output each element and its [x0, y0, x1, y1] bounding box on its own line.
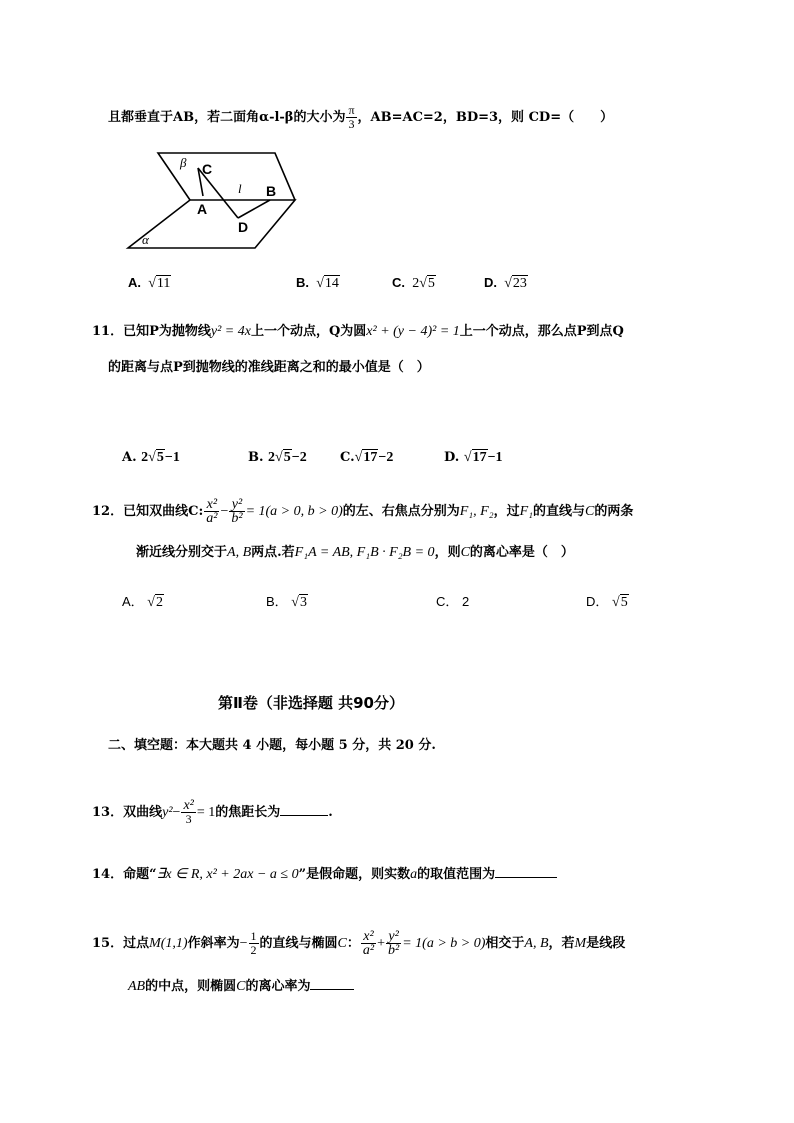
q11-option-d-tail: −1: [487, 450, 503, 465]
q12-number: 12．: [92, 504, 124, 519]
q12-option-d: [586, 592, 629, 613]
q15-slope-sign: −: [239, 936, 248, 951]
q12-option-a-value: √2: [147, 595, 163, 610]
q12-option-b: [266, 592, 308, 613]
q11-option-d-value: √17−1: [463, 450, 503, 465]
q10-option-d: [484, 273, 528, 294]
q10-option-c-radicand: 5: [427, 276, 435, 291]
section2-subtitle: 二、填空题：本大题共 4 小题，每小题 5 分，共 20 分.: [108, 738, 436, 753]
q15-ab-segment: AB: [128, 979, 146, 994]
q15-ab: A, B: [524, 936, 549, 951]
q10-text-post: ，AB=AC=2，BD=3，则 CD=（ ）: [357, 110, 614, 125]
q12-line2: [136, 543, 574, 563]
q11-option-b-tail: −2: [291, 450, 307, 465]
q11-option-b-radicand: 5: [283, 450, 291, 465]
q12-frac-y-den: b²: [231, 511, 243, 526]
q10-text-pre: 且都垂直于AB，若二面角α-l-β的大小为: [108, 110, 346, 125]
label-beta: β: [180, 155, 187, 170]
q11-option-b-label: B.: [248, 450, 264, 465]
q10-option-d-value: √23: [504, 276, 527, 291]
q15-frac-x: [361, 930, 376, 957]
q10-option-c-value: 2√5: [412, 276, 435, 291]
q12-text8: ，则: [434, 545, 461, 560]
q12-c: C: [585, 504, 595, 519]
q12-text1: 已知双曲线C:: [123, 504, 204, 519]
label-l: l: [238, 181, 242, 196]
q12-text3: ，过: [493, 504, 520, 519]
q14-line: [92, 863, 557, 885]
q15-plus: +: [377, 936, 386, 951]
q11-option-a-coef: 2: [141, 450, 149, 465]
q12-frac-y-num: y²: [229, 498, 244, 512]
q11-text4: 的距离与点P到抛物线的准线距离之和的最小值是（ ）: [108, 360, 430, 375]
q12-option-a: [122, 592, 164, 613]
q11-option-c: [340, 448, 393, 468]
q15-line2: [128, 975, 354, 997]
q10-option-c: [392, 273, 436, 294]
q15-slope-fraction: [249, 930, 259, 957]
q12-text7: 两点.若: [251, 545, 295, 560]
q12-c2: C: [460, 545, 470, 560]
q12-text4: 的直线与: [533, 504, 586, 519]
q12-ab: A, B: [227, 545, 252, 560]
q10-option-d-radicand: 23: [512, 276, 527, 291]
plane-alpha: [128, 200, 295, 248]
q15-line1: [92, 930, 625, 957]
q15-frac-x-den: a²: [362, 943, 375, 958]
q12-f1: F₁: [519, 504, 534, 519]
q13-line: [92, 799, 333, 826]
q11-text1: 已知P为抛物线: [123, 324, 211, 339]
q12-condition: = 1(a > 0, b > 0): [245, 504, 343, 519]
label-a: A: [197, 201, 208, 217]
q13-number: 13．: [92, 805, 124, 820]
q14-a: a: [410, 867, 418, 882]
q15-frac-y-den: b²: [388, 943, 400, 958]
q12-text2: 的左、右焦点分别为: [342, 504, 460, 519]
q12-option-c-value: 2: [462, 594, 470, 609]
q14-text1: 命题“: [123, 867, 157, 882]
q15-text9: 的离心率为: [245, 979, 311, 994]
q12-option-c: [436, 592, 469, 612]
label-c: C: [202, 161, 213, 177]
q11-number: 11．: [92, 324, 124, 339]
q12-option-a-radicand: 2: [155, 595, 163, 610]
q15-text6: ，若: [548, 936, 575, 951]
q15-frac-y: [386, 930, 401, 957]
segment-bd: [238, 200, 270, 218]
q11-option-b-coef: 2: [268, 450, 276, 465]
q15-text4: ：: [346, 936, 360, 951]
q15-frac-x-num: x²: [361, 930, 376, 944]
q10-option-b-value: √14: [316, 276, 339, 291]
q10-option-a: [128, 273, 171, 294]
q15-condition: = 1(a > b > 0): [402, 936, 486, 951]
q11-option-a-tail: −1: [164, 450, 180, 465]
q15-text8: 的中点，则椭圆: [145, 979, 237, 994]
q12-option-c-label: C．: [436, 594, 459, 609]
q11-option-b: [248, 448, 307, 468]
q15-text7: 是线段: [586, 936, 626, 951]
q10-angle-fraction: [346, 104, 356, 131]
q10-dihedral-figure: [120, 148, 310, 253]
q15-frac-y-num: y²: [386, 930, 401, 944]
q15-answer-blank[interactable]: [310, 975, 354, 990]
q12-option-b-value: √3: [291, 595, 307, 610]
q12-frac-y: [229, 498, 244, 525]
q13-frac-num: x²: [183, 798, 194, 813]
q13-y2: y²: [162, 805, 173, 820]
q10-option-b: [296, 273, 340, 294]
q12-text6: 渐近线分别交于: [136, 545, 228, 560]
q11-circle: x² + (y − 4)² = 1: [366, 324, 460, 339]
q13-equals: = 1: [196, 805, 216, 820]
q11-text3: 上一个动点，那么点P到点Q: [459, 324, 624, 339]
label-d: D: [238, 219, 249, 235]
q12-line1: [92, 498, 633, 525]
q12-foci: F₁, F₂: [459, 504, 494, 519]
q11-line2: [108, 358, 430, 378]
q15-text3: 的直线与椭圆: [259, 936, 338, 951]
q15-text1: 过点: [123, 936, 150, 951]
q11-option-c-label: C.: [340, 450, 355, 465]
q12-text9: 的离心率是（ ）: [469, 545, 574, 560]
q11-option-c-radicand: 17: [363, 450, 378, 465]
q12-text5: 的两条: [594, 504, 634, 519]
q14-expression: ∃x ∈ R, x² + 2ax − a ≤ 0: [156, 867, 299, 882]
q10-option-b-label: B.: [296, 275, 309, 290]
q13-text1: 双曲线: [123, 805, 163, 820]
q12-option-d-radicand: 5: [620, 595, 628, 610]
q10-option-a-label: A.: [128, 275, 141, 290]
q10-angle-den: 3: [348, 117, 355, 131]
q13-frac: [181, 799, 195, 826]
q11-option-c-tail: −2: [378, 450, 394, 465]
q14-text3: 的取值范围为: [417, 867, 496, 882]
q12-frac-x-num: x²: [204, 498, 219, 512]
q15-m: M: [574, 936, 587, 951]
q10-angle-num: π: [348, 103, 355, 117]
q15-point: M(1,1): [149, 936, 188, 951]
section2-title: 第Ⅱ卷（非选择题 共90分）: [218, 694, 404, 712]
q12-option-b-label: B．: [266, 594, 288, 609]
q10-option-c-coef: 2: [412, 276, 420, 291]
q11-option-d: [444, 448, 503, 468]
q15-slope-num: 1: [250, 929, 257, 943]
q11-option-a-value: 2√5−1: [141, 450, 180, 465]
q10-option-c-label: C.: [392, 275, 405, 290]
q10-option-a-radicand: 11: [156, 276, 171, 291]
q11-line1: [92, 322, 624, 342]
label-alpha: α: [142, 232, 149, 247]
q12-frac-x: [204, 498, 219, 525]
q10-option-a-value: √11: [148, 276, 171, 291]
q14-answer-blank[interactable]: [495, 863, 557, 878]
q10-option-b-radicand: 14: [324, 276, 339, 291]
q12-option-a-label: A．: [122, 594, 144, 609]
q11-option-a-label: A.: [122, 450, 137, 465]
q11-option-b-value: 2√5−2: [268, 450, 307, 465]
q12-option-b-radicand: 3: [299, 595, 307, 610]
q13-minus: −: [172, 805, 181, 820]
q11-text2: 上一个动点，Q为圆: [250, 324, 367, 339]
label-b: B: [266, 183, 277, 199]
q13-text2: 的焦距长为: [215, 805, 281, 820]
q15-c: C: [337, 936, 347, 951]
q11-option-a: [122, 448, 180, 468]
q10-line1: [108, 104, 613, 131]
q15-c2: C: [236, 979, 246, 994]
q11-option-d-label: D.: [444, 450, 460, 465]
q11-option-d-radicand: 17: [472, 450, 487, 465]
q15-text2: 作斜率为: [187, 936, 240, 951]
q11-option-c-value: √17−2: [354, 450, 394, 465]
q12-option-d-value: √5: [612, 595, 628, 610]
q12-frac-x-den: a²: [206, 511, 218, 526]
q11-option-a-radicand: 5: [156, 450, 164, 465]
q13-period: .: [328, 805, 333, 820]
q15-slope-den: 2: [250, 943, 257, 957]
q10-option-d-label: D.: [484, 275, 497, 290]
q14-text2: ”是假命题，则实数: [298, 867, 411, 882]
q13-answer-blank[interactable]: [280, 801, 328, 816]
q13-frac-den: 3: [185, 812, 192, 826]
q15-text5: 相交于: [485, 936, 525, 951]
q11-parabola: y² = 4x: [210, 324, 251, 339]
q12-vector-condition: F₁A = AB, F₁B · F₂B = 0: [294, 545, 435, 560]
q12-minus: −: [220, 504, 229, 519]
q15-number: 15．: [92, 936, 124, 951]
q12-option-d-label: D．: [586, 594, 609, 609]
q14-number: 14．: [92, 867, 124, 882]
